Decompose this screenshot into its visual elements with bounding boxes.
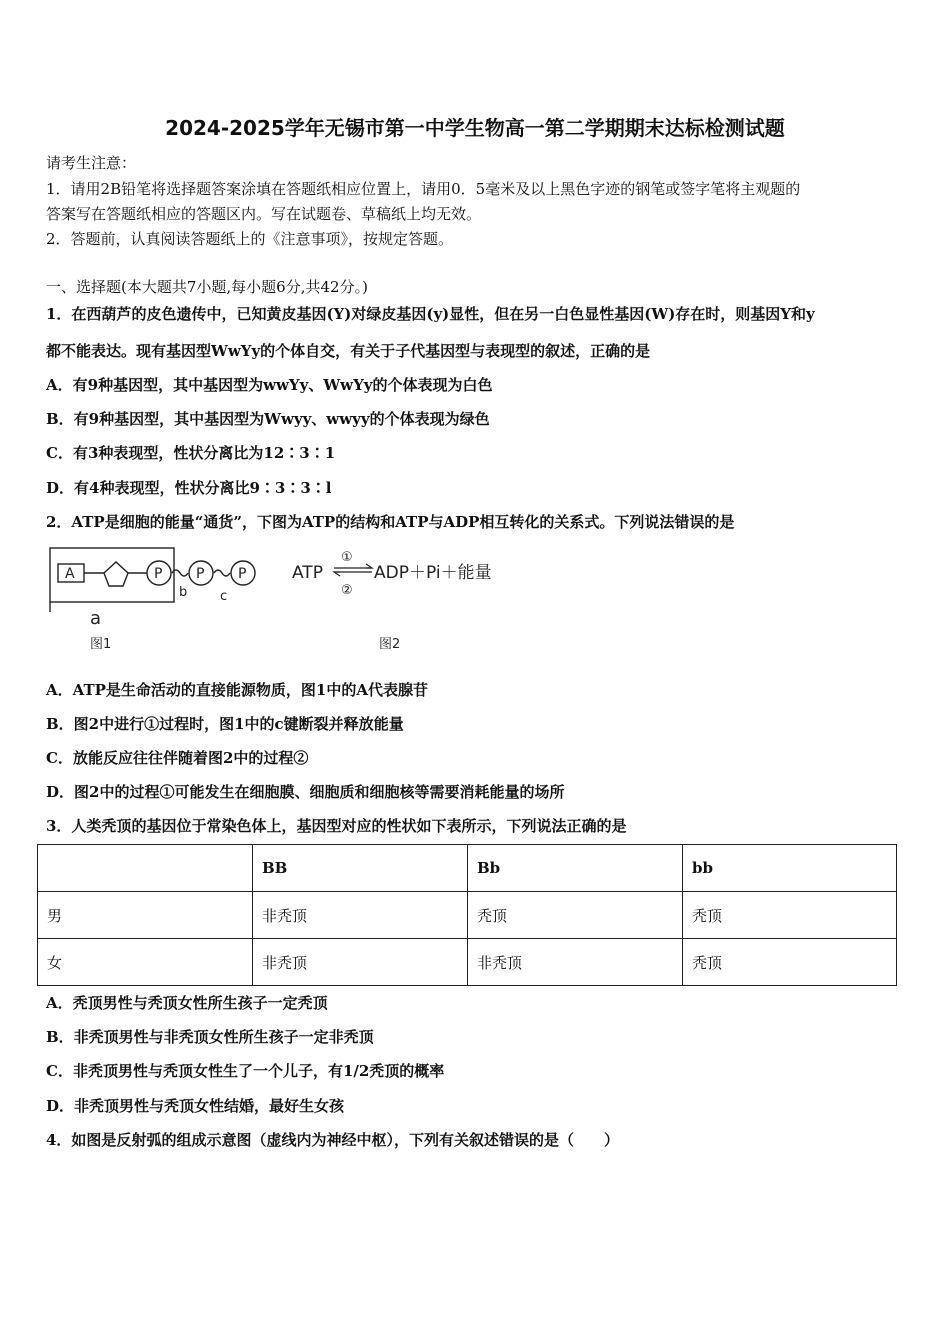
q1-stem-line-1: 1．在西葫芦的皮色遗传中，已知黄皮基因(Y)对绿皮基因(y)显性，但在另一白色显性基因(W)存在时，则基因Y和y [46, 305, 815, 323]
table-cell: 女 [38, 939, 253, 986]
adenine-label: A [65, 566, 75, 582]
table-header-cell [38, 845, 253, 892]
atp-figure-svg [46, 542, 546, 660]
phosphate-label-1: P [154, 566, 163, 582]
q3-option-c: C．非秃顶男性与秃顶女性生了一个儿子，有1/2秃顶的概率 [46, 1062, 445, 1080]
phosphate-label-3: P [238, 566, 247, 582]
notice-item-2: 2．答题前，认真阅读答题纸上的《注意事项》，按规定答题。 [46, 230, 454, 248]
table-row [38, 892, 897, 939]
q3-option-d: D．非秃顶男性与秃顶女性结婚，最好生女孩 [46, 1097, 345, 1115]
atp-figure [46, 542, 546, 660]
q2-option-a: A．ATP是生命活动的直接能源物质，图1中的A代表腺苷 [46, 681, 428, 699]
table-cell: 秃顶 [683, 939, 897, 986]
equation-products: ADP＋Pi＋能量 [374, 563, 492, 583]
genotype-table [37, 844, 897, 986]
arrow-label-1: ① [341, 550, 353, 565]
table-header-cell: BB [253, 845, 468, 892]
q4-stem: 4．如图是反射弧的组成示意图（虚线内为神经中枢），下列有关叙述错误的是（ ） [46, 1131, 619, 1149]
section-heading: 一、选择题(本大题共7小题,每小题6分,共42分。) [46, 278, 368, 296]
label-c: c [220, 589, 228, 604]
phosphate-label-2: P [196, 566, 205, 582]
q1-stem-line-2: 都不能表达。现有基因型WwYy的个体自交，有关于子代基因型与表现型的叙述，正确的是 [46, 342, 651, 360]
label-a: a [90, 608, 102, 629]
q1-option-c: C．有3种表现型，性状分离比为12∶3∶1 [46, 444, 336, 462]
notice-item-1-line-1: 1．请用2B铅笔将选择题答案涂填在答题纸相应位置上，请用0．5毫米及以上黑色字迹的钢笔或签字笔将主观题的 [46, 180, 801, 198]
q2-stem: 2．ATP是细胞的能量“通货”，下图为ATP的结构和ATP与ADP相互转化的关系式。下列说法错误的是 [46, 513, 735, 531]
table-header-cell: bb [683, 845, 897, 892]
table-cell: 非秃顶 [253, 892, 468, 939]
q3-stem: 3．人类秃顶的基因位于常染色体上，基因型对应的性状如下表所示，下列说法正确的是 [46, 817, 627, 835]
notice-heading: 请考生注意： [46, 154, 137, 172]
q2-option-d: D．图2中的过程①可能发生在细胞膜、细胞质和细胞核等需要消耗能量的场所 [46, 783, 565, 801]
q2-option-c: C．放能反应往往伴随着图2中的过程② [46, 749, 309, 767]
fig1-caption: 图1 [90, 637, 112, 652]
q3-option-a: A．秃顶男性与秃顶女性所生孩子一定秃顶 [46, 994, 328, 1012]
arrow-label-2: ② [341, 583, 353, 598]
q1-option-a: A．有9种基因型，其中基因型为wwYy、WwYy的个体表现为白色 [46, 376, 493, 394]
q1-option-b: B．有9种基因型，其中基因型为Wwyy、wwyy的个体表现为绿色 [46, 410, 490, 428]
table-cell: 男 [38, 892, 253, 939]
ribose-pentagon [104, 562, 128, 586]
table-cell: 秃顶 [683, 892, 897, 939]
notice-item-1-line-2: 答案写在答题纸相应的答题区内。写在试题卷、草稿纸上均无效。 [46, 205, 482, 223]
q1-option-d: D．有4种表现型，性状分离比9∶3∶3∶l [46, 479, 332, 497]
table-row [38, 939, 897, 986]
table-cell: 非秃顶 [468, 939, 683, 986]
q3-option-b: B．非秃顶男性与非秃顶女性所生孩子一定非秃顶 [46, 1028, 374, 1046]
q2-option-b: B．图2中进行①过程时，图1中的c键断裂并释放能量 [46, 715, 404, 733]
page-title: 2024-2025学年无锡市第一中学生物高一第二学期期末达标检测试题 [165, 116, 785, 140]
table-header-row [38, 845, 897, 892]
bond-c [214, 570, 230, 576]
table-cell: 秃顶 [468, 892, 683, 939]
equation-atp: ATP [292, 563, 323, 583]
table-cell: 非秃顶 [253, 939, 468, 986]
fig2-caption: 图2 [379, 637, 401, 652]
label-b: b [179, 585, 188, 600]
table-header-cell: Bb [468, 845, 683, 892]
